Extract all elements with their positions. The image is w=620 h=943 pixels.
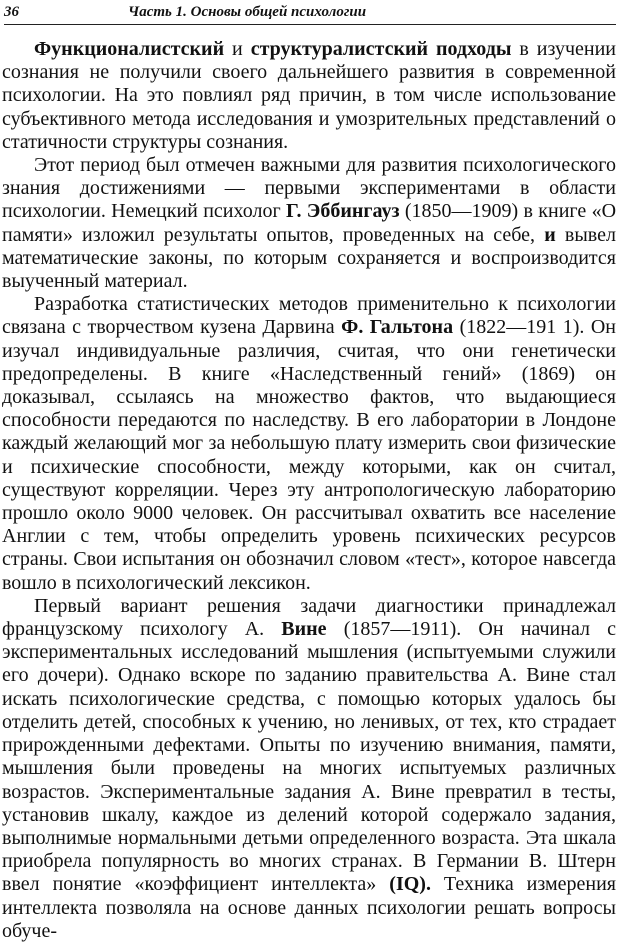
paragraph-1-run: структуралистский подходы	[250, 38, 512, 60]
paragraph-3-run: Ф. Гальтона	[341, 316, 454, 339]
paragraph-2	[2, 154, 616, 293]
header-rule	[4, 24, 616, 25]
paragraph-4-run: Вине	[281, 618, 327, 641]
paragraph-3-run: (1822—191 1). Он изучал индивидуальные различия, считая, что они генетически предопределены. В книге «Наследственный гений» (1869) он доказывал, ссылаясь на множество фактов, что выдающиеся способности передаются по наследству. В его лаборатории в Лондоне каждый желающий мог за небольшую плату измерить свои физические и психические способности, между которыми, как он считал, существуют корреляции. Через эту антропологическую лабораторию прошло около 9000 человек. Он рассчитывал охватить все население Англии с тем, чтобы определить уровень психических ресурсов страны. Свои испытания он обозначил словом «тест», которое навсегда вошло в психологический лексикон.	[2, 316, 616, 594]
running-header	[4, 2, 616, 26]
paragraph-4-run: (IQ).	[389, 873, 431, 896]
paragraph-1-run: и	[224, 38, 251, 60]
paragraph-3-run: Разработка статистических методов применительно к психологии связана с творчеством кузена Дарвина	[2, 293, 616, 339]
body-text	[2, 38, 616, 943]
paragraph-3	[2, 293, 616, 595]
paragraph-2-run: Г. Эббингауз	[285, 200, 400, 223]
paragraph-1	[2, 38, 616, 154]
paragraph-4	[2, 595, 616, 943]
paragraph-2-run: (1850—1909) в книге «О памяти» изложил результаты опытов, проведенных на себе,	[2, 200, 617, 246]
paragraph-1-run: Функционалистский	[34, 38, 225, 60]
paragraph-1-run: в изучении сознания не получили своего дальнейшего развития в современной психологии. На это повлиял ряд причин, в том числе использование субъективного метода исследования и умозрительных представлений о статичности структуры сознания.	[2, 38, 616, 153]
page-number: 36	[4, 4, 19, 20]
paragraph-4-run: Техника измерения интеллекта позволяла на основе данных психологии решать вопросы обуче-	[2, 873, 617, 942]
paragraph-2-run: Этот период был отмечен важными для развития психологического знания достижениями — первыми экспериментами в области психологии. Немецкий психолог	[2, 154, 616, 223]
running-title: Часть 1. Основы общей психологии	[128, 4, 367, 20]
paragraph-2-run: вывел математические законы, по которым сохраняется и воспроизводится выученный материал.	[2, 223, 616, 293]
paragraph-4-run: Первый вариант решения задачи диагностики принадлежал французскому психологу А.	[2, 594, 616, 641]
paragraph-4-run: (1857—1911). Он начинал с экспериментальных исследований мышления (испытуемыми служили его дочери). Однако вскоре по заданию правительства А. Вине стал искать психологические средства, с помощью которых удалось бы отделить детей, способных к учению, но ленивых, от тех, кто страдает прирожденными дефектами. Опыты по изучению внимания, памяти, мышления были проведены на многих испытуемых различных возрастов. Экспериментальные задания А. Вине превратил в тесты, установив шкалу, каждое из делений которой содержало задания, выполнимые нормальными детьми определенного возраста. Эта шкала приобрела популярность во многих странах. В Германии В. Штерн ввел понятие «коэффициент интеллекта»	[2, 618, 616, 896]
paragraph-2-run: и	[544, 223, 556, 246]
